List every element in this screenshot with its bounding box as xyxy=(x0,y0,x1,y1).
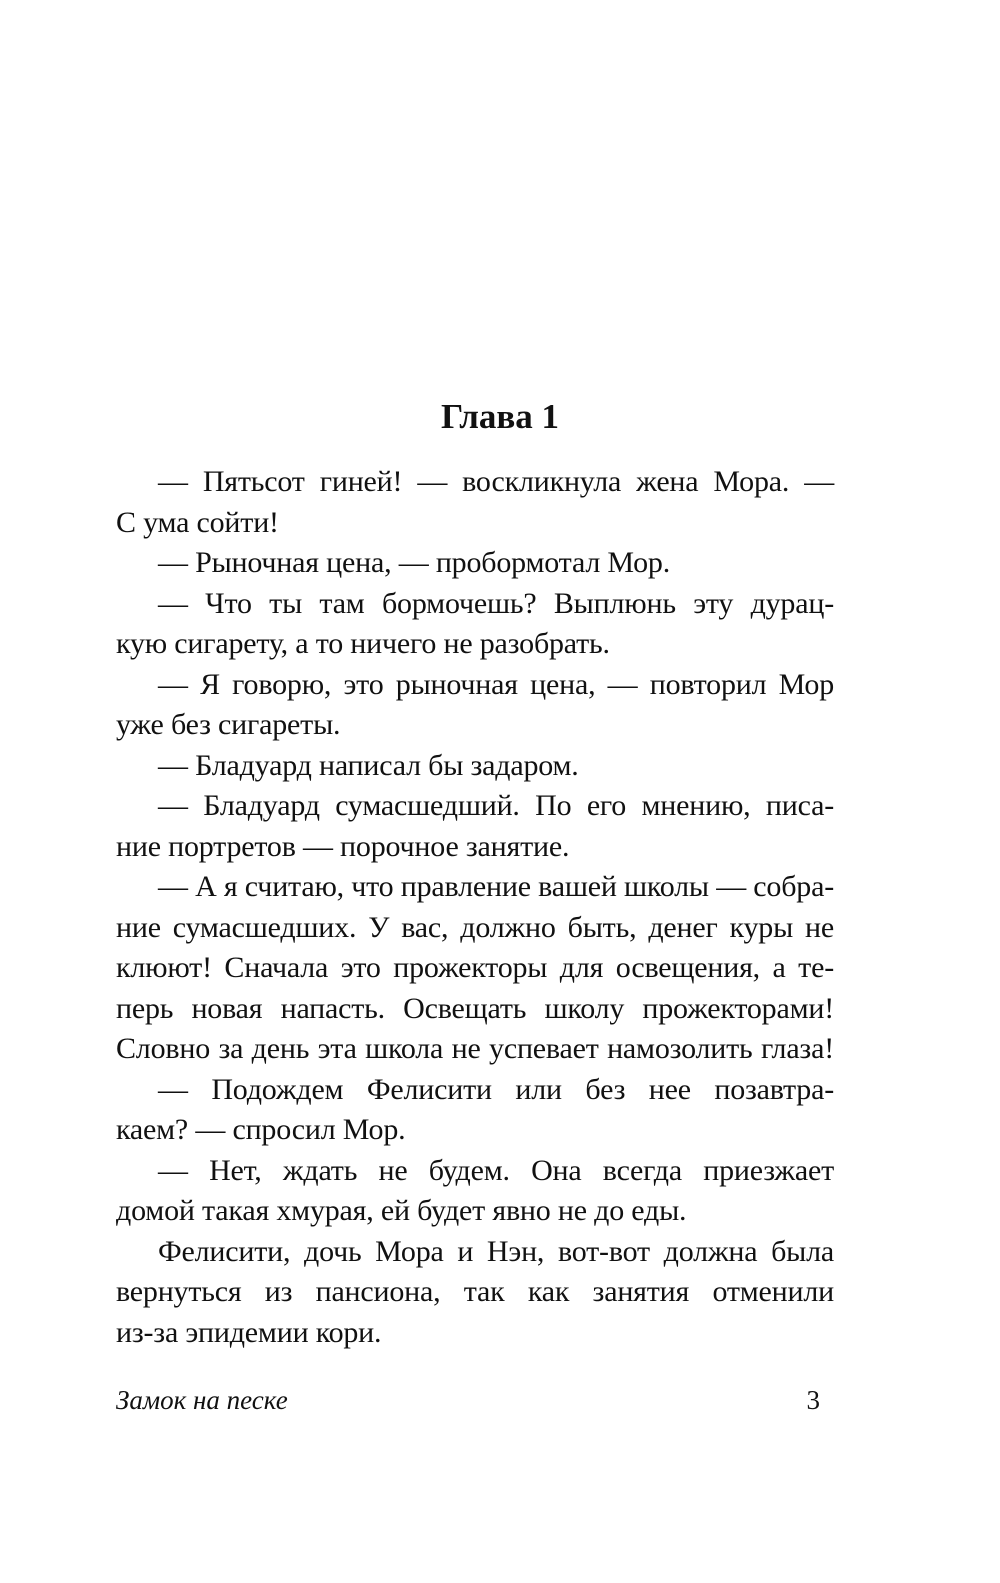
text-line: из-за эпидемии кори. xyxy=(116,1316,382,1349)
text-line: — Бладуард написал бы задаром. xyxy=(158,749,579,782)
text-line: перь новая напасть. Освещать школу прожекторами! xyxy=(116,992,834,1025)
text-line: клюют! Сначала это прожекторы для освещения, а те- xyxy=(116,951,834,984)
text-line: — Рыночная цена, — пробормотал Мор. xyxy=(158,546,671,579)
text-line: — Подождем Фелисити или без нее позавтра- xyxy=(158,1073,834,1106)
text-line: домой такая хмурая, ей будет явно не до еды. xyxy=(116,1194,687,1227)
running-footer-title: Замок на песке xyxy=(116,1385,288,1415)
page-number: 3 xyxy=(806,1385,820,1415)
text-line: уже без сигареты. xyxy=(116,708,341,741)
text-line: — Бладуард сумасшедший. По его мнению, писа- xyxy=(158,789,834,822)
text-line: каем? — спросил Мор. xyxy=(116,1113,406,1146)
text-line: Фелисити, дочь Мора и Нэн, вот-вот должна была xyxy=(158,1235,834,1268)
text-line: ние портретов — порочное занятие. xyxy=(116,830,570,863)
text-line: — Пятьсот гиней! — воскликнула жена Мора. — xyxy=(158,465,834,498)
text-line: С ума сойти! xyxy=(116,506,279,539)
chapter-title: Глава 1 xyxy=(440,397,560,436)
text-line: — Что ты там бормочешь? Выплюнь эту дурац- xyxy=(158,587,834,620)
text-line: — Нет, ждать не будем. Она всегда приезжает xyxy=(158,1154,834,1187)
text-line: кую сигарету, а то ничего не разобрать. xyxy=(116,627,610,660)
text-line: — А я считаю, что правление вашей школы — собра- xyxy=(158,870,834,903)
text-line: — Я говорю, это рыночная цена, — повторил Мор xyxy=(158,668,834,701)
text-line: ние сумасшедших. У вас, должно быть, денег куры не xyxy=(116,911,834,944)
text-line: вернуться из пансиона, так как занятия отменили xyxy=(116,1275,834,1308)
text-line: Словно за день эта школа не успевает намозолить глаза! xyxy=(116,1032,834,1065)
